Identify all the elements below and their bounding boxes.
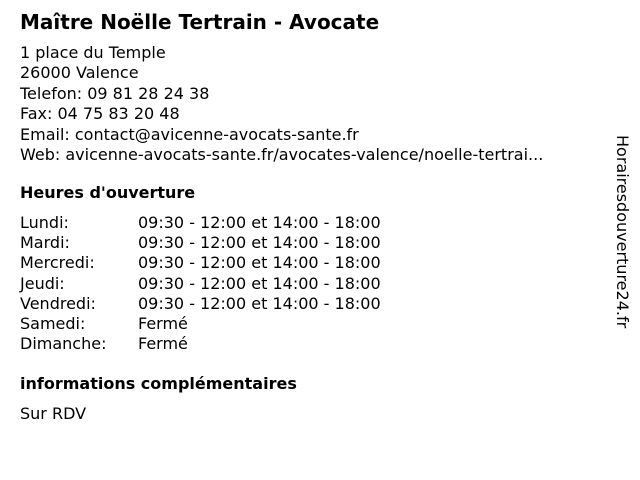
- address-street: 1 place du Temple: [20, 43, 166, 62]
- watermark-text: Horairesdouverture24.fr: [613, 135, 632, 329]
- contact-block: [20, 43, 543, 165]
- hours-row: [20, 294, 381, 314]
- hours-row: [20, 334, 381, 354]
- time-value: 09:30 - 12:00 et 14:00 - 18:00: [138, 273, 381, 293]
- opening-hours-table: [20, 213, 381, 354]
- time-value: Fermé: [138, 314, 188, 334]
- web-line: Web: avicenne-avocats-sante.fr/avocates-valence/noelle-tertrai...: [20, 145, 544, 165]
- hours-row: [20, 213, 381, 233]
- hours-heading: Heures d'ouverture: [20, 183, 196, 202]
- day-label: Mardi:: [20, 233, 70, 253]
- email-line: Email: contact@avicenne-avocats-sante.fr: [20, 124, 359, 144]
- time-value: Fermé: [138, 334, 188, 354]
- info-heading: informations complémentaires: [20, 374, 297, 393]
- time-value: 09:30 - 12:00 et 14:00 - 18:00: [138, 253, 381, 273]
- day-label: Mercredi:: [20, 253, 95, 273]
- fax-line: Fax: 04 75 83 20 48: [20, 104, 180, 124]
- time-value: 09:30 - 12:00 et 14:00 - 18:00: [138, 233, 381, 253]
- hours-row: [20, 233, 381, 253]
- address-city: 26000 Valence: [20, 63, 139, 83]
- day-label: Jeudi:: [20, 273, 65, 293]
- phone-line: Telefon: 09 81 28 24 38: [20, 83, 210, 103]
- page-title: Maître Noëlle Tertrain - Avocate: [20, 10, 380, 34]
- hours-row: [20, 253, 381, 273]
- day-label: Dimanche:: [20, 334, 107, 354]
- hours-row: [20, 314, 381, 334]
- time-value: 09:30 - 12:00 et 14:00 - 18:00: [138, 213, 381, 232]
- info-text: Sur RDV: [20, 404, 87, 423]
- hours-row: [20, 274, 381, 294]
- time-value: 09:30 - 12:00 et 14:00 - 18:00: [138, 293, 381, 313]
- day-label: Lundi:: [20, 213, 69, 232]
- day-label: Samedi:: [20, 314, 86, 334]
- day-label: Vendredi:: [20, 293, 96, 313]
